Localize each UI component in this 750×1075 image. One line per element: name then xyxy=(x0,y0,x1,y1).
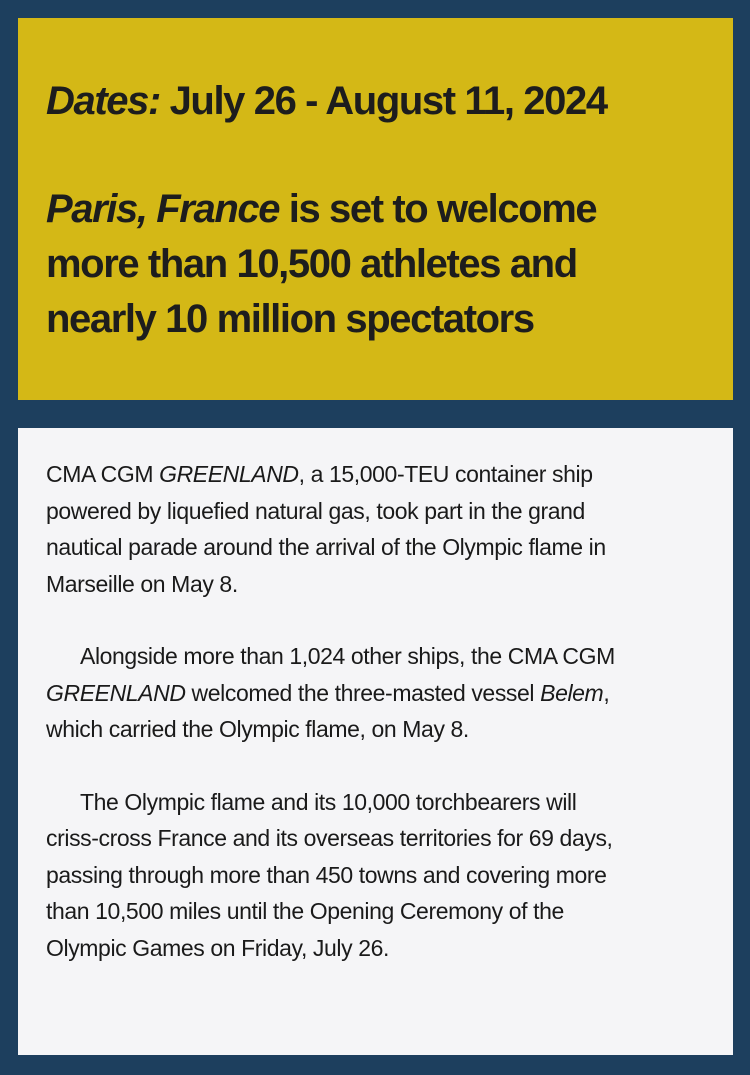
paragraph-1 xyxy=(46,456,709,602)
p2-l2-text: welcomed the three-masted vessel xyxy=(185,679,541,706)
paragraph-2 xyxy=(46,638,709,748)
dates-value: July 26 - August 11, 2024 xyxy=(159,79,607,123)
paragraph-3-line-5: Olympic Games on Friday, July 26. xyxy=(46,934,389,961)
paragraph-1-line-2: powered by liquefied natural gas, took part in the grand xyxy=(46,497,585,524)
headline-line-1 xyxy=(46,182,705,237)
paragraph-3-line-2: criss-cross France and its overseas territories for 69 days, xyxy=(46,825,613,851)
p1-l1-text: CMA CGM xyxy=(46,461,160,487)
paragraph-1-line-1 xyxy=(46,456,709,493)
paragraph-2-line-2 xyxy=(46,675,709,712)
dates-line xyxy=(46,74,705,129)
paragraph-3 xyxy=(46,784,709,967)
paragraph-1-line-4: Marseille on May 8. xyxy=(46,570,238,597)
headline-line-2: more than 10,500 athletes and xyxy=(46,242,577,286)
body-panel xyxy=(18,428,733,1055)
ship-name: GREENLAND xyxy=(46,679,186,706)
headline-panel xyxy=(18,18,733,400)
paragraph-3-line-3: passing through more than 450 towns and covering more xyxy=(46,861,607,888)
paragraph-3-line-1: The Olympic flame and its 10,000 torchbearers will xyxy=(80,788,577,815)
paragraph-3-line-4: than 10,500 miles until the Opening Ceremony of the xyxy=(46,898,564,924)
paragraph-2-line-1: Alongside more than 1,024 other ships, the CMA CGM xyxy=(80,643,615,669)
p1-l1-text-end: , a 15,000-TEU container ship xyxy=(298,461,593,487)
headline-line-1-rest: is set to welcome xyxy=(279,187,597,231)
headline-city: Paris, France xyxy=(46,187,280,231)
vessel-name: Belem xyxy=(540,679,604,706)
dates-label: Dates: xyxy=(46,79,160,123)
paragraph-1-line-3: nautical parade around the arrival of the Olympic flame in xyxy=(46,534,606,560)
headline-line-3: nearly 10 million spectators xyxy=(46,297,534,341)
p2-l2-text-end: , xyxy=(603,679,610,706)
ship-name: GREENLAND xyxy=(159,461,299,487)
paragraph-2-line-3: which carried the Olympic flame, on May 8. xyxy=(46,716,469,742)
